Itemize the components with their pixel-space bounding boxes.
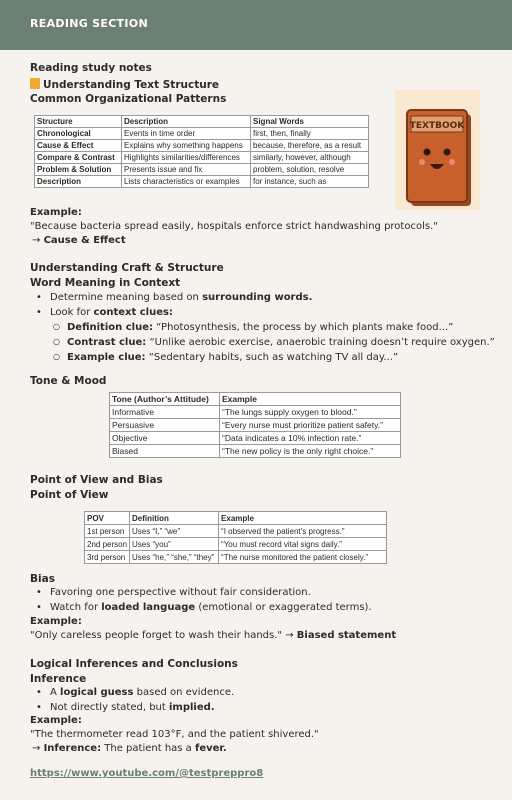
list-text: Determine meaning based on [50,292,203,303]
arrow-icon: → [285,630,294,641]
arrow-icon: → [32,743,41,754]
table-header-cell: Signal Words [251,116,369,128]
table-cell: 1st person [85,525,130,538]
list-item [53,337,495,352]
pov-table [84,511,387,564]
arrow-icon: → [32,235,41,246]
clue-text: “Sedentary habits, such as watching TV all day...” [145,352,399,363]
table-cell: “The new policy is the only right choice.” [220,445,401,458]
bias-title: Bias [30,573,55,585]
result-text: Cause & Effect [43,235,126,246]
table-row [110,406,401,419]
table-cell: 3rd person [85,551,130,564]
list-text-bold: loaded language [101,602,196,613]
table-header-cell: Tone (Author’s Attitude) [110,393,220,406]
list-text: Look for [50,307,94,318]
table-cell: “Every nurse must prioritize patient safety.” [220,419,401,432]
example-label: Example: [30,207,82,218]
table-cell: Uses “you” [130,538,219,551]
table-cell: Description [35,176,122,188]
clue-list [53,322,495,367]
inference-text-bold: fever. [194,743,227,754]
table-cell: for instance, such as [251,176,369,188]
table-cell: Objective [110,432,220,445]
craft-subtitle: Word Meaning in Context [30,277,181,289]
example-result [32,235,126,246]
table-cell: Presents issue and fix [122,164,251,176]
table-cell: Lists characteristics or examples [122,176,251,188]
table-row [35,176,369,188]
section-title: Understanding Text Structure [43,79,219,91]
inference-label: Inference: [43,743,102,754]
list-text: Favoring one perspective without fair consideration. [50,587,311,598]
table-row [35,140,369,152]
table-header-cell: POV [85,512,130,525]
logic-bullets [36,687,235,717]
table-cell: Informative [110,406,220,419]
bullet-icon: • [36,602,42,613]
table-header-row [35,116,369,128]
craft-title: Understanding Craft & Structure [30,262,224,274]
inference-line [32,743,227,754]
list-text: based on evidence. [133,687,235,698]
table-row [110,432,401,445]
table-cell: Uses “I,” “we” [130,525,219,538]
textbook-illustration [395,90,480,210]
clue-text: “Unlike aerobic exercise, anaerobic training doesn’t require oxygen.” [146,337,495,348]
table-cell: Biased [110,445,220,458]
list-text: (emotional or exaggerated terms). [195,602,372,613]
table-header-cell: Description [122,116,251,128]
bullet-icon: • [36,702,42,713]
bullet-icon: • [36,307,42,318]
clue-label: Definition clue: [67,322,153,333]
list-text-bold: context clues: [93,307,173,318]
footer [30,768,263,779]
list-item [36,587,372,602]
bullet-icon: • [36,687,42,698]
notes-title: Reading study notes [30,62,152,74]
section-heading [30,78,219,91]
example-quote: "Because bacteria spread easily, hospitals enforce strict handwashing protocols." [30,221,438,232]
table-cell: Cause & Effect [35,140,122,152]
table-cell: “I observed the patient’s progress.” [219,525,387,538]
table-header-cell: Definition [130,512,219,525]
list-item [36,307,312,322]
table-row [110,445,401,458]
list-item [53,322,495,337]
table-cell: Persuasive [110,419,220,432]
list-text-bold: logical guess [60,687,134,698]
table-row [85,551,387,564]
header-title: READING SECTION [30,17,148,30]
result-text: Biased statement [296,630,397,641]
logic-example-quote: "The thermometer read 103°F, and the patient shivered." [30,729,319,740]
table-cell: first, then, finally [251,128,369,140]
book-emoji-icon [30,78,40,89]
table-cell: 2nd person [85,538,130,551]
tone-table [109,392,401,458]
table-cell: Events in time order [122,128,251,140]
list-text: Not directly stated, but [50,702,169,713]
table-row [35,152,369,164]
table-cell: Explains why something happens [122,140,251,152]
pov-subtitle: Point of View [30,489,109,501]
clue-label: Contrast clue: [67,337,147,348]
textbook-icon [395,90,480,210]
bias-example [30,630,396,641]
list-item [36,602,372,617]
table-header-row [85,512,387,525]
tone-title: Tone & Mood [30,375,107,387]
inference-text: The patient has a [101,743,195,754]
clue-label: Example clue: [67,352,146,363]
header-bar [0,0,512,50]
table-row [85,538,387,551]
logic-example-label: Example: [30,715,82,726]
youtube-link[interactable]: https://www.youtube.com/@testpreppro8 [30,768,264,779]
table-cell: Problem & Solution [35,164,122,176]
patterns-title: Common Organizational Patterns [30,93,227,105]
table-header-cell: Example [220,393,401,406]
table-row [35,128,369,140]
table-cell: similarly, however, although [251,152,369,164]
table-header-cell: Structure [35,116,122,128]
structure-table [34,115,369,188]
circle-bullet-icon: ○ [53,322,60,331]
bias-bullets [36,587,372,617]
table-header-cell: Example [219,512,387,525]
list-item [53,352,495,367]
table-header-row [110,393,401,406]
book-label: TEXTBOOK [409,121,465,131]
table-row [85,525,387,538]
table-row [35,164,369,176]
table-cell: because, therefore, as a result [251,140,369,152]
table-cell: “The lungs supply oxygen to blood.” [220,406,401,419]
logic-subtitle: Inference [30,673,87,685]
table-cell: problem, solution, resolve [251,164,369,176]
table-cell: Highlights similarities/differences [122,152,251,164]
table-cell: Uses “he,” “she,” “they” [130,551,219,564]
circle-bullet-icon: ○ [53,337,60,346]
example-quote: "Only careless people forget to wash their hands." [30,630,283,641]
list-text: A [50,687,61,698]
craft-bullets [36,292,313,322]
list-text-bold: surrounding words. [202,292,313,303]
clue-text: “Photosynthesis, the process by which plants make food...” [152,322,454,333]
table-cell: “Data indicates a 10% infection rate.” [220,432,401,445]
table-row [110,419,401,432]
list-text: Watch for [50,602,102,613]
list-item [36,292,313,307]
table-cell: Chronological [35,128,122,140]
logic-title: Logical Inferences and Conclusions [30,658,238,670]
bullet-icon: • [36,587,42,598]
circle-bullet-icon: ○ [53,352,60,361]
list-text-bold: implied. [168,702,215,713]
bias-example-label: Example: [30,616,82,627]
table-cell: “The nurse monitored the patient closely.” [219,551,387,564]
list-item [36,687,235,702]
table-cell: “You must record vital signs daily.” [219,538,387,551]
bullet-icon: • [36,292,42,303]
table-cell: Compare & Contrast [35,152,122,164]
pov-title: Point of View and Bias [30,474,163,486]
